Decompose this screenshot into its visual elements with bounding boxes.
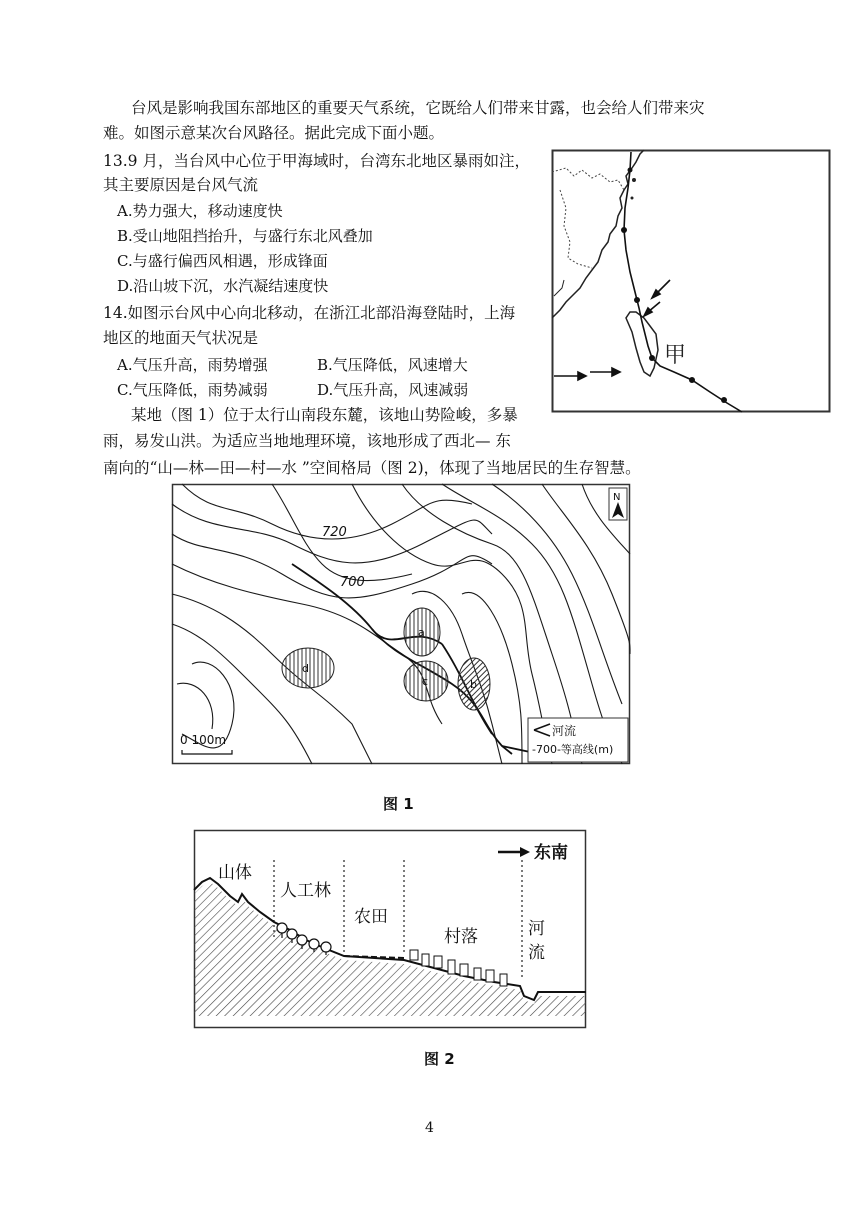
q14-stem-1: 14.如图示台风中心向北移动，在浙江北部沿海登陆时，上海 [103,304,516,322]
zone-village: 村落 [444,927,478,947]
q14-option-a: A.气压升高，雨势增强 [117,356,268,374]
plot-label-b: b [470,678,477,691]
typhoon-path-map [552,150,830,412]
zone-mountain: 山体 [218,863,252,883]
plot-label-d: d [302,662,309,675]
q13-option-c: C.与盛行偏西风相遇，形成锋面 [117,252,328,270]
q13-option-a: A.势力强大，移动速度快 [117,202,283,220]
q14-stem-2: 地区的地面天气状况是 [103,329,259,347]
zone-river-2: 流 [528,943,545,963]
figure-2-profile-diagram [194,830,586,1028]
passage2-line-2: 雨，易发山洪。为适应当地地理环境，该地形成了西北— 东 [103,432,511,450]
q13-stem-1: 13.9 月，当台风中心位于甲海域时，台湾东北地区暴雨如注， [103,152,530,170]
q14-option-b: B.气压降低，风速增大 [317,356,468,374]
contour-label-700: 700 [340,575,365,590]
zone-farmland: 农田 [354,907,388,927]
plot-label-c: c [422,675,429,688]
scale-bar-label: 0 100m [180,733,227,747]
intro-line-2: 难。如图示意某次台风路径。据此完成下面小题。 [103,124,445,142]
page-number: 4 [425,1120,434,1136]
plot-label-a: a [418,626,425,639]
q13-option-d: D.沿山坡下沉，水汽凝结速度快 [117,277,329,295]
zone-forest: 人工林 [280,881,331,901]
zone-river-1: 河 [528,919,545,939]
figure-2-caption: 图 2 [424,1050,455,1068]
contour-label-720: 720 [322,525,347,540]
q14-option-d: D.气压升高，风速减弱 [317,381,469,399]
legend-contour: -700-等高线(m) [532,743,614,756]
intro-line-1: 台风是影响我国东部地区的重要天气系统，它既给人们带来甘露，也会给人们带来灾 [131,99,705,117]
typhoon-label-jia: 甲 [664,343,687,368]
passage2-line-3: 南向的“山—林—田—村—水 ”空间格局（图 2)，体现了当地居民的生存智慧。 [103,459,641,477]
q14-option-c: C.气压降低，雨势减弱 [117,381,268,399]
passage2-line-1: 某地（图 1）位于太行山南段东麓，该地山势险峻，多暴 [131,406,518,424]
figure-1-caption: 图 1 [383,795,414,813]
q13-option-b: B.受山地阻挡抬升，与盛行东北风叠加 [117,227,373,245]
q13-stem-2: 其主要原因是台风气流 [103,176,259,194]
figure-1-contour-map [172,484,630,764]
north-label: N [613,492,621,503]
legend-river: 河流 [552,724,577,738]
direction-label: 东南 [534,843,568,863]
